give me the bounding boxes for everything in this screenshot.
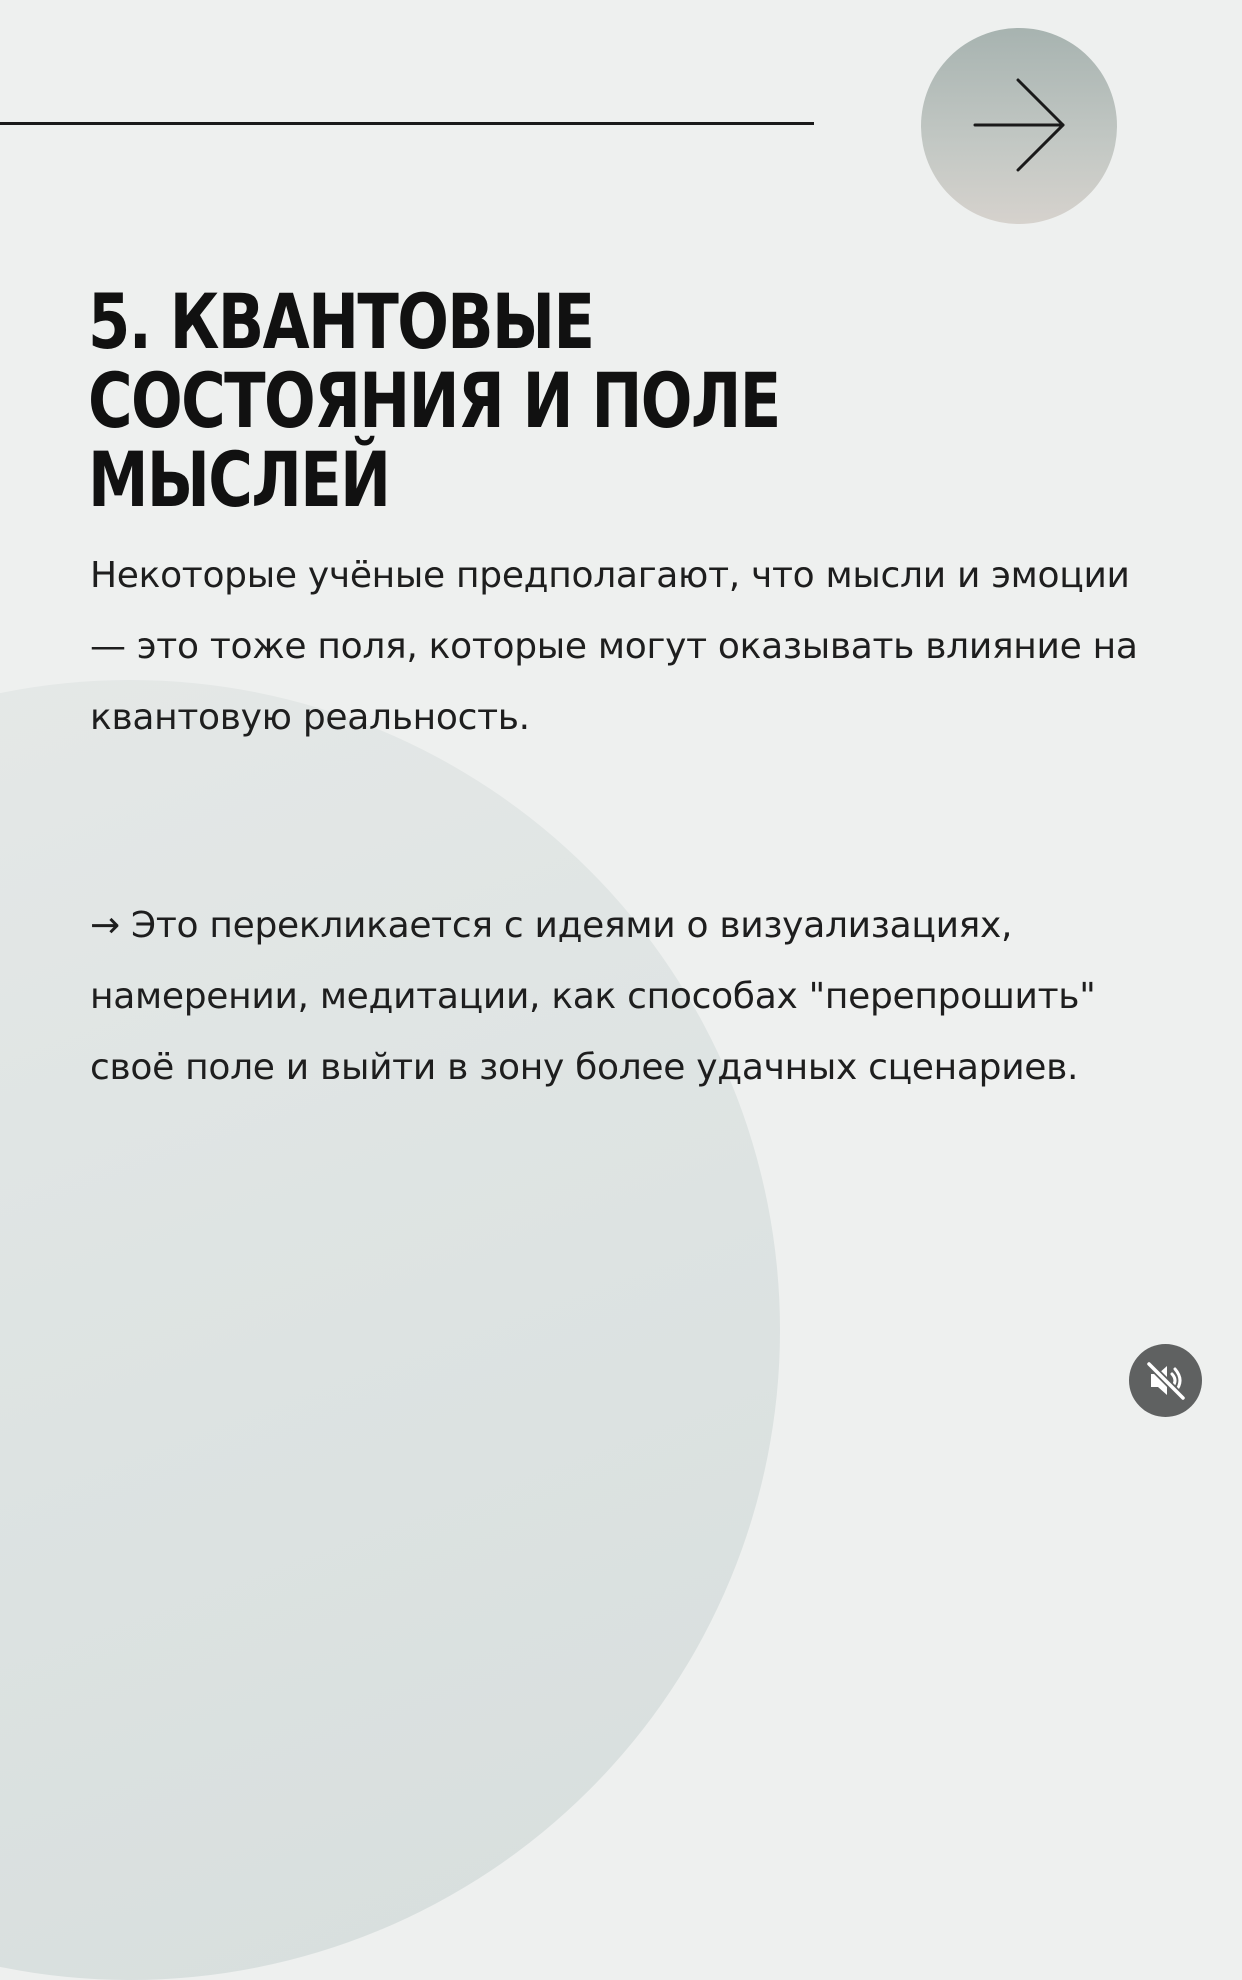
background-circle: [0, 680, 780, 1980]
divider-line: [0, 122, 814, 125]
speaker-muted-icon: [1129, 1344, 1202, 1417]
next-slide-button[interactable]: [921, 28, 1117, 224]
body-paragraph-2: → Это перекликается с идеями о визуализациях, намерении, медитации, как способах "перепрошить" своё поле и выйти в зону более удачных сценариев.: [90, 905, 1096, 1088]
body-paragraph-1: Некоторые учёные предполагают, что мысли и эмоции — это тоже поля, которые могут оказывать влияние на квантовую реальность.: [90, 555, 1138, 738]
arrow-right-icon: [921, 28, 1117, 224]
mute-button[interactable]: [1129, 1344, 1202, 1417]
slide-title: 5. КВАНТОВЫЕ СОСТОЯНИЯ И ПОЛЕ МЫСЛЕЙ: [88, 277, 780, 524]
